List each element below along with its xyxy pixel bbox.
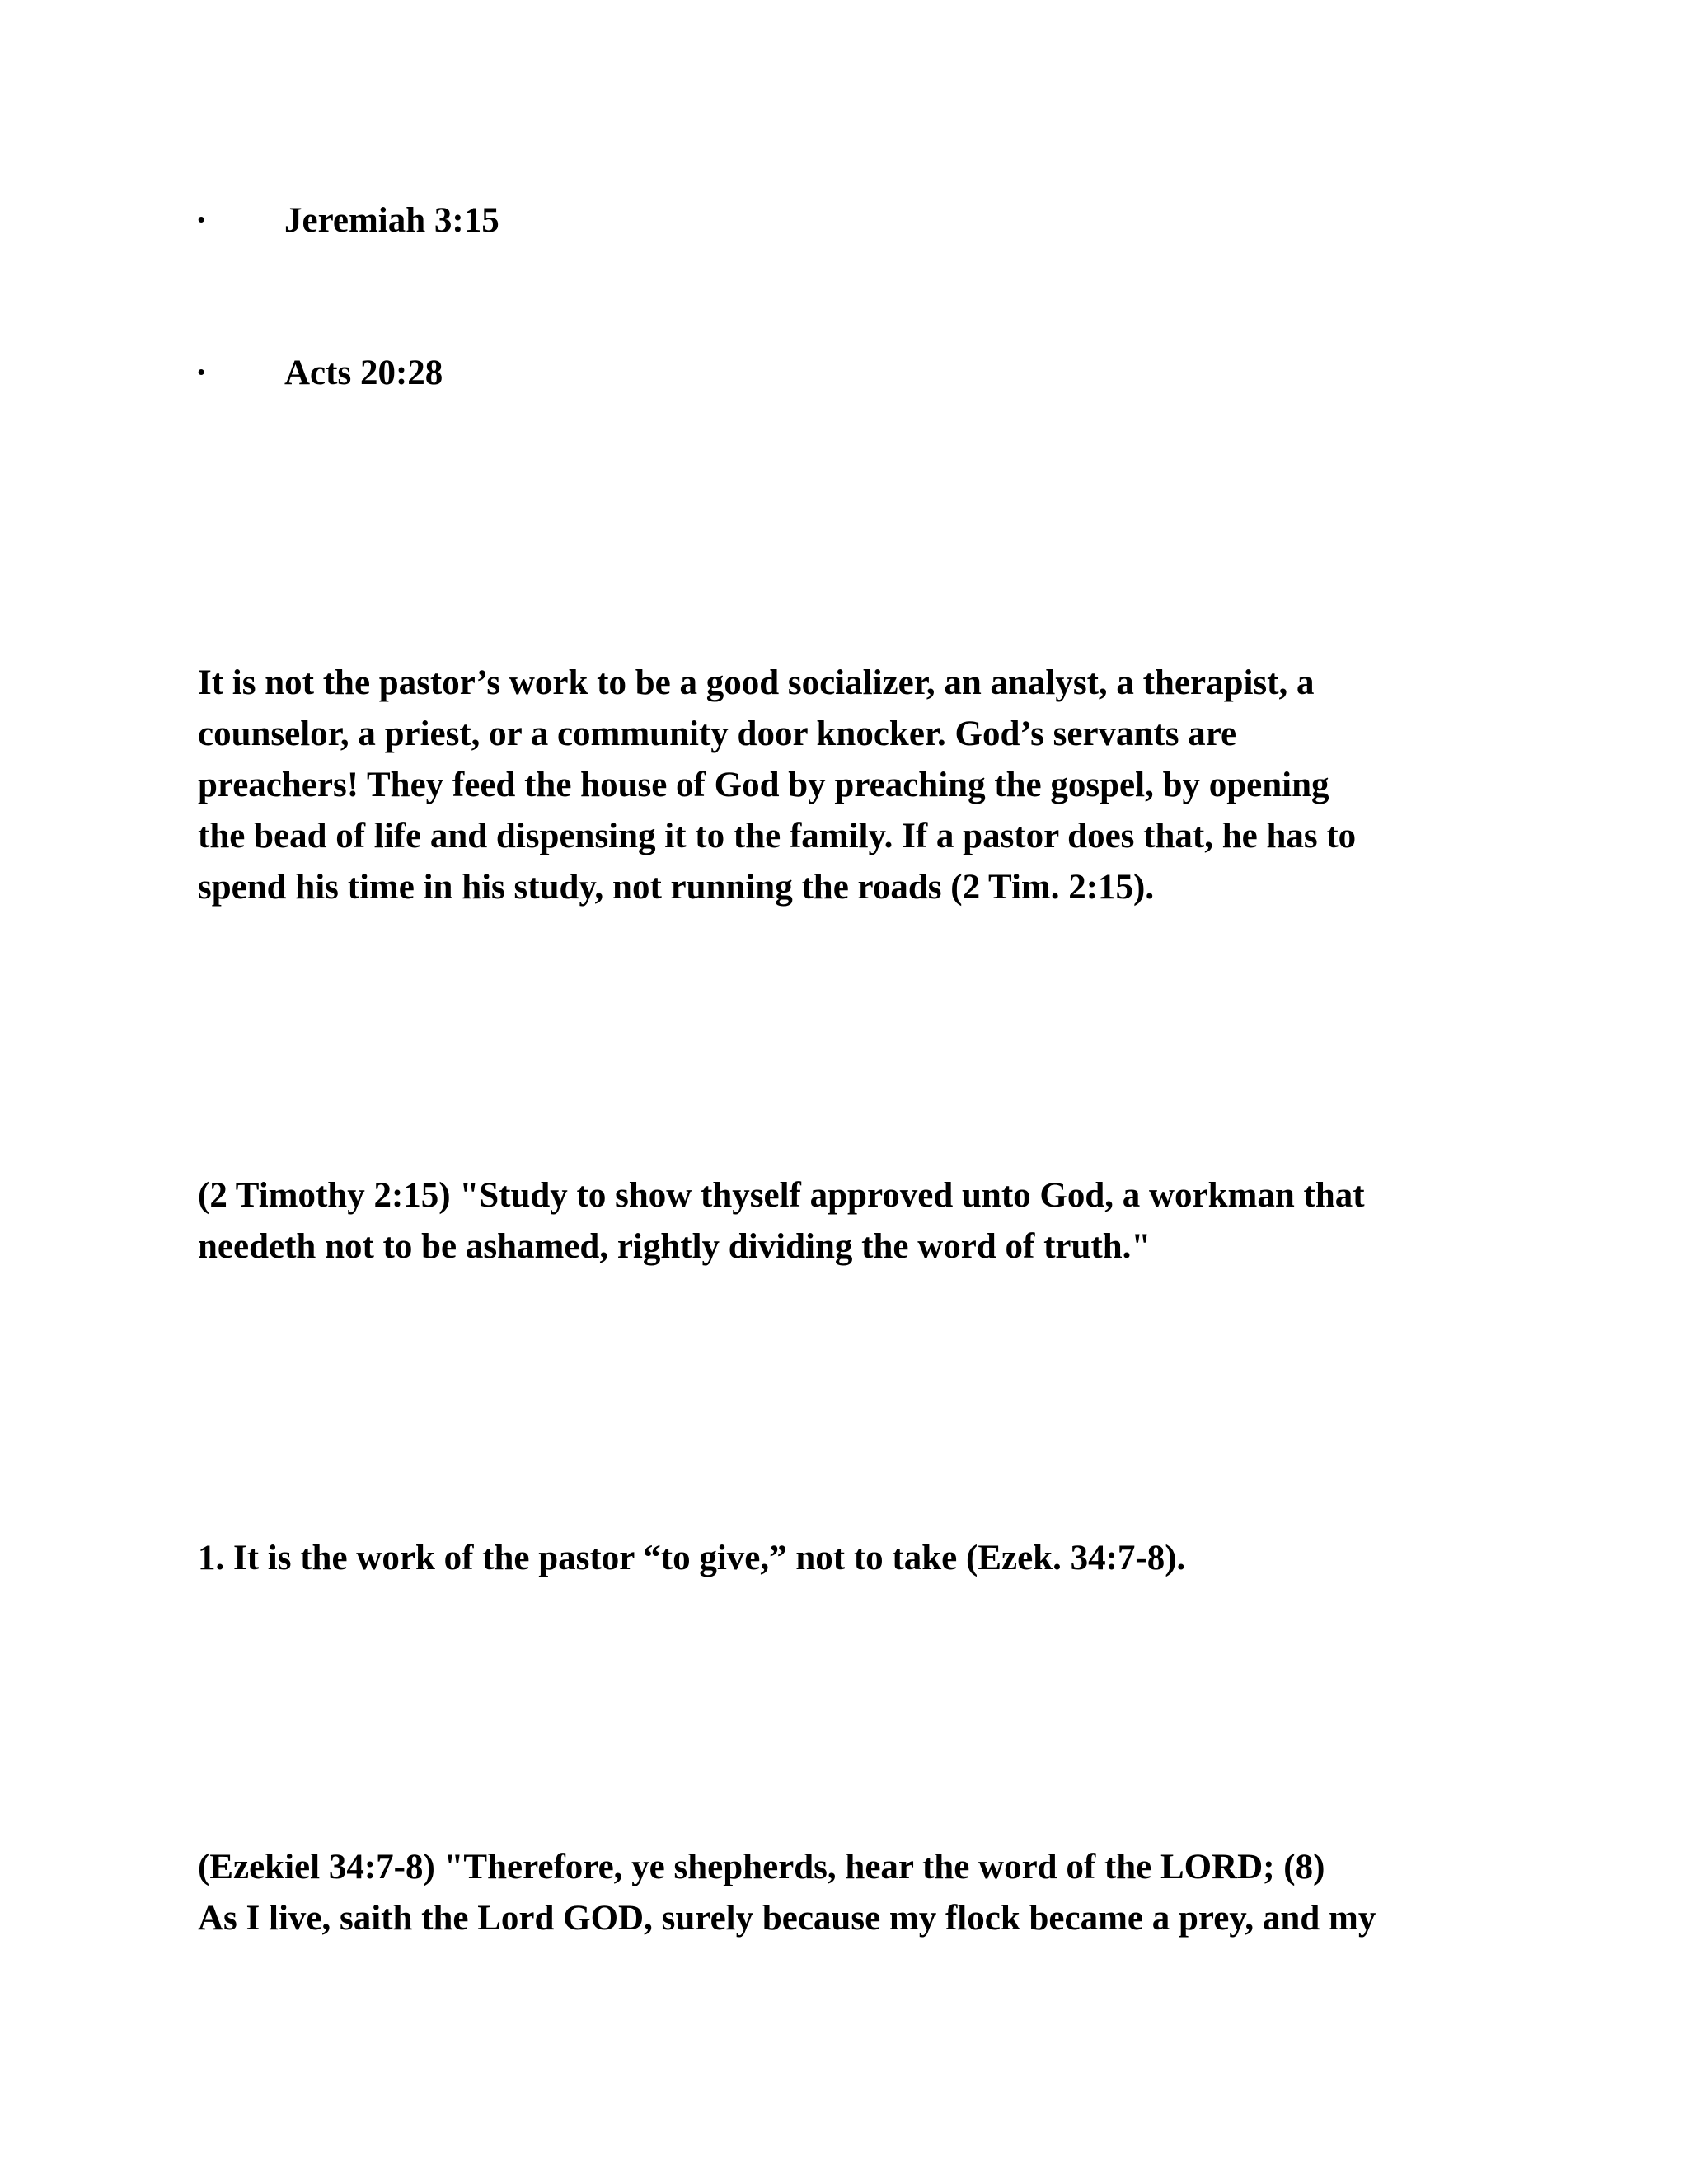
paragraph-line: counselor, a priest, or a community door knocker. God’s servants are bbox=[198, 715, 1237, 753]
paragraph-line: (2 Timothy 2:15) "Study to show thyself approved unto God, a workman that bbox=[198, 1176, 1365, 1215]
paragraph-ezekiel-quote bbox=[198, 1842, 1484, 1944]
bullet-text: Jeremiah 3:15 bbox=[284, 201, 499, 240]
bullet-marker: · bbox=[195, 354, 208, 392]
paragraph-timothy-quote bbox=[198, 1170, 1484, 1272]
paragraph-numbered-point bbox=[198, 1533, 1484, 1584]
paragraph-line: the bead of life and dispensing it to the family. If a pastor does that, he has to bbox=[198, 817, 1357, 855]
bullet-item bbox=[195, 350, 443, 396]
paragraph-line: As I live, saith the Lord GOD, surely because my flock became a prey, and my bbox=[198, 1899, 1376, 1938]
paragraph-line: 1. It is the work of the pastor “to give,” not to take (Ezek. 34:7-8). bbox=[198, 1539, 1186, 1577]
paragraph-pastor-work bbox=[198, 658, 1484, 913]
bullet-text: Acts 20:28 bbox=[284, 354, 443, 392]
paragraph-line: preachers! They feed the house of God by preaching the gospel, by opening bbox=[198, 766, 1329, 804]
bullet-marker: · bbox=[195, 201, 208, 240]
paragraph-line: (Ezekiel 34:7-8) "Therefore, ye shepherds, hear the word of the LORD; (8) bbox=[198, 1848, 1325, 1886]
paragraph-line: It is not the pastor’s work to be a good socializer, an analyst, a therapist, a bbox=[198, 663, 1315, 702]
bullet-item bbox=[195, 198, 499, 244]
paragraph-line: spend his time in his study, not running the roads (2 Tim. 2:15). bbox=[198, 868, 1155, 907]
paragraph-line: needeth not to be ashamed, rightly dividing the word of truth." bbox=[198, 1227, 1151, 1266]
